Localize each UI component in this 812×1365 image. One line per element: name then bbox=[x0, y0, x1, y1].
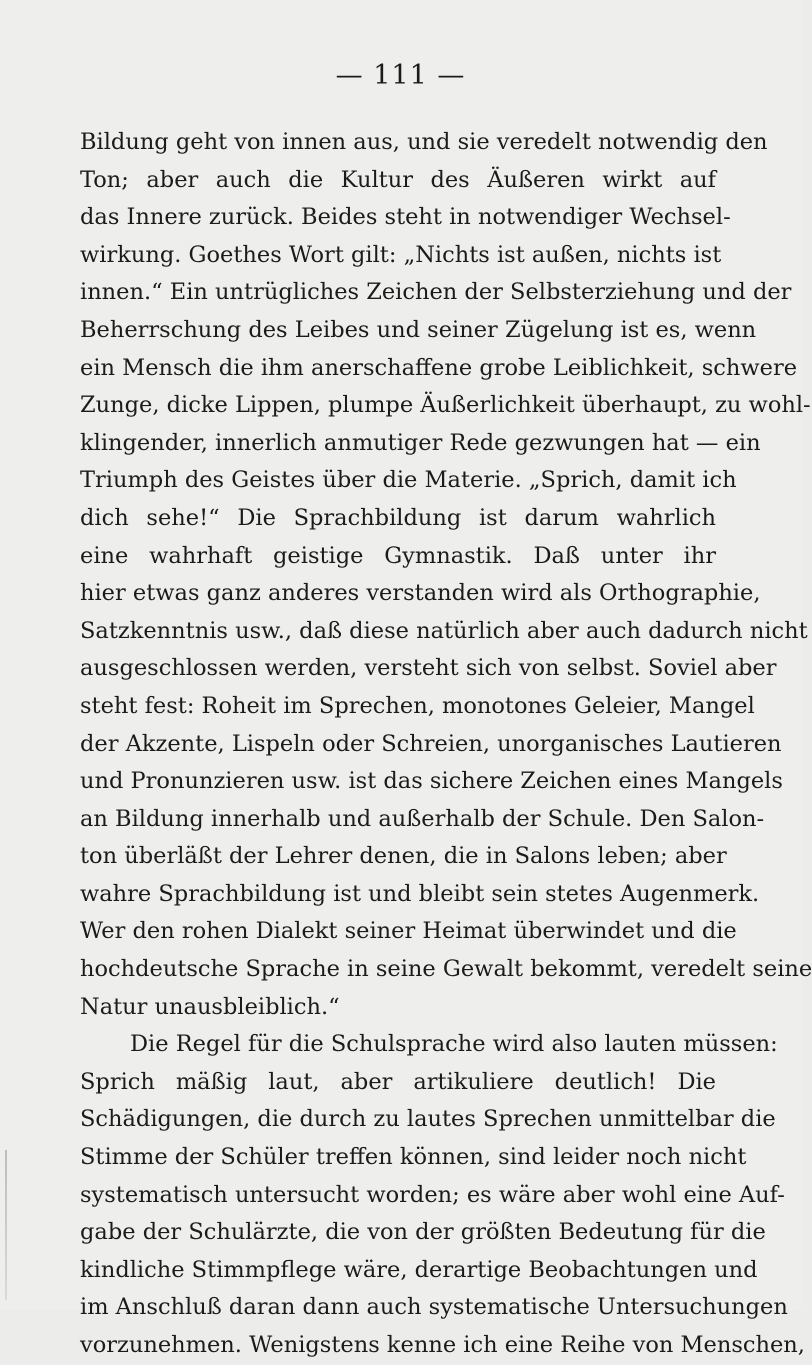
text-line: und Pronunzieren usw. ist das sichere Zeichen eines Mangels bbox=[80, 768, 783, 795]
page-edge-shadow bbox=[5, 1150, 7, 1300]
text-line: eine wahrhaft geistige Gymnastik. Daß unter ihr bbox=[80, 542, 716, 569]
text-line: Bildung geht von innen aus, und sie veredelt notwendig den bbox=[80, 129, 768, 155]
text-line: vorzunehmen. Wenigstens kenne ich eine Reihe von Menschen, bbox=[80, 1332, 805, 1358]
text-line: ausgeschlossen werden, versteht sich von selbst. Soviel aber bbox=[80, 655, 777, 682]
text-line: wirkung. Goethes Wort gilt: „Nichts ist außen, nichts ist bbox=[80, 241, 722, 268]
text-line: Beherrschung des Leibes und seiner Zügelung ist es, wenn bbox=[80, 316, 757, 343]
text-line: Die Regel für die Schulsprache wird also lauten müssen: bbox=[130, 1031, 778, 1058]
text-line: hochdeutsche Sprache in seine Gewalt bekommt, veredelt seine bbox=[80, 956, 812, 983]
text-line: Ton; aber auch die Kultur des Äußeren wirkt auf bbox=[80, 166, 716, 193]
text-line: das Innere zurück. Beides steht in notwendiger Wechsel- bbox=[80, 204, 731, 231]
text-line: ton überläßt der Lehrer denen, die in Salons leben; aber bbox=[80, 843, 727, 870]
page-number: — 111 — bbox=[335, 60, 466, 91]
text-line: gabe der Schulärzte, die von der größten Bedeutung für die bbox=[80, 1219, 766, 1246]
text-line: steht fest: Roheit im Sprechen, monotones Geleier, Mangel bbox=[80, 692, 755, 719]
text-line: Stimme der Schüler treffen können, sind leider noch nicht bbox=[80, 1144, 747, 1171]
body-text bbox=[80, 124, 812, 1365]
text-line: Sprich mäßig laut, aber artikuliere deutlich! Die bbox=[80, 1068, 716, 1095]
text-line: Zunge, dicke Lippen, plumpe Äußerlichkeit überhaupt, zu wohl- bbox=[80, 392, 811, 419]
text-line: Natur unausbleiblich.“ bbox=[80, 993, 340, 1020]
text-line: kindliche Stimmpflege wäre, derartige Beobachtungen und bbox=[80, 1256, 758, 1283]
text-line: Satzkenntnis usw., daß diese natürlich aber auch dadurch nicht bbox=[80, 617, 808, 644]
text-line: Triumph des Geistes über die Materie. „Sprich, damit ich bbox=[80, 467, 737, 494]
text-line: ein Mensch die ihm anerschaffene grobe Leiblichkeit, schwere bbox=[80, 354, 798, 381]
text-line: Schädigungen, die durch zu lautes Sprechen unmittelbar die bbox=[80, 1106, 776, 1133]
text-line: der Akzente, Lispeln oder Schreien, unorganisches Lautieren bbox=[80, 730, 782, 757]
text-line: systematisch untersucht worden; es wäre aber wohl eine Auf- bbox=[80, 1181, 785, 1208]
text-line: hier etwas ganz anderes verstanden wird als Orthographie, bbox=[80, 580, 761, 607]
text-line: klingender, innerlich anmutiger Rede gezwungen hat — ein bbox=[80, 429, 761, 456]
text-line: Wer den rohen Dialekt seiner Heimat überwindet und die bbox=[80, 918, 737, 945]
text-line: im Anschluß daran dann auch systematische Untersuchungen bbox=[80, 1294, 788, 1321]
text-line: innen.“ Ein untrügliches Zeichen der Selbsterziehung und der bbox=[80, 279, 792, 306]
text-line: dich sehe!“ Die Sprachbildung ist darum wahrlich bbox=[80, 504, 716, 531]
text-line: an Bildung innerhalb und außerhalb der Schule. Den Salon- bbox=[80, 805, 765, 832]
text-line: wahre Sprachbildung ist und bleibt sein stetes Augenmerk. bbox=[80, 880, 760, 907]
